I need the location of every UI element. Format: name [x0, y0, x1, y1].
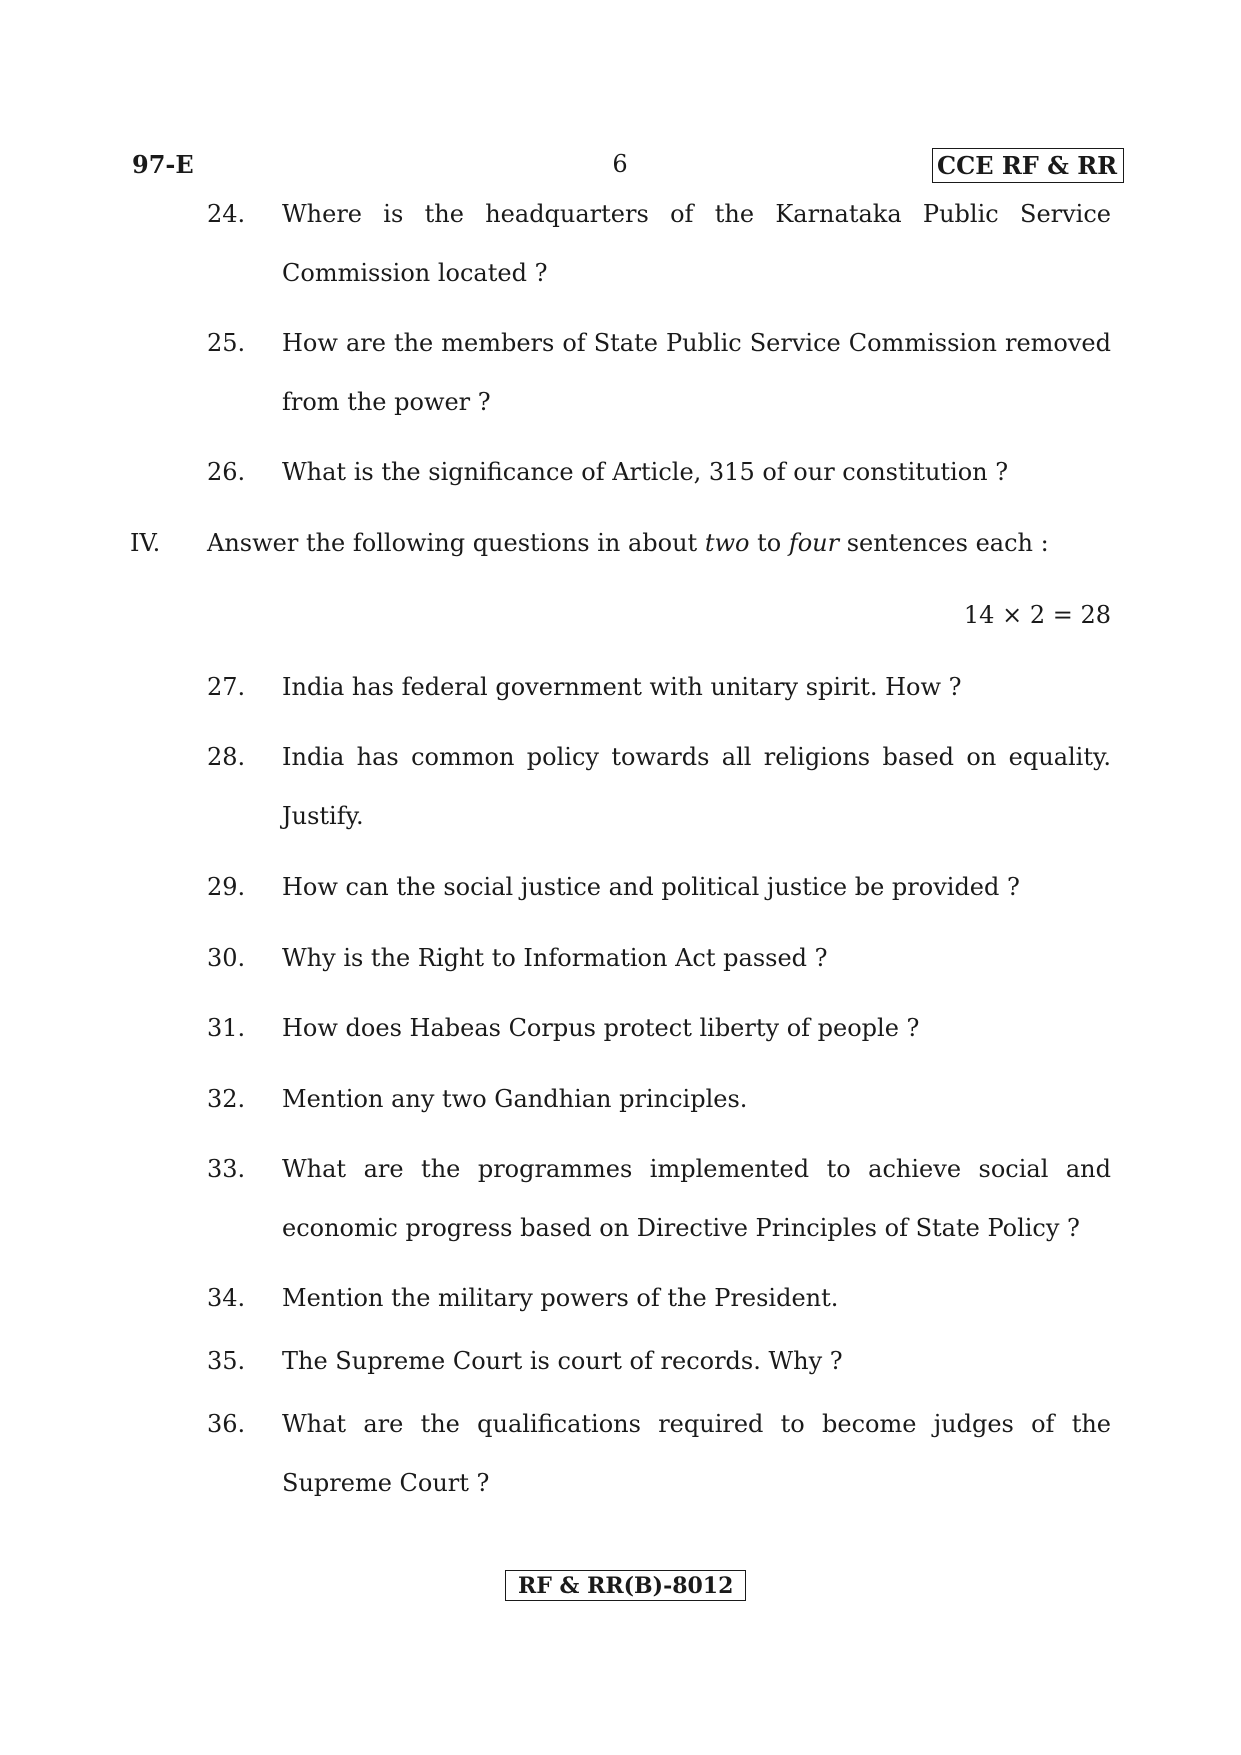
- question-text-line: Why is the Right to Information Act passed ?: [282, 944, 828, 972]
- question-text-line: What are the programmes implemented to achieve social and: [282, 1155, 1111, 1183]
- question-text-line: Justify.: [282, 802, 364, 830]
- question-number: 26.: [207, 458, 246, 486]
- question-number: 34.: [207, 1284, 246, 1312]
- footer-paper-code-box: RF & RR(B)-8012: [505, 1570, 746, 1601]
- question-number: 33.: [207, 1155, 246, 1183]
- question-number: 32.: [207, 1085, 246, 1113]
- question-text-line: What are the qualifications required to become judges of the: [282, 1410, 1111, 1438]
- question-text-line: The Supreme Court is court of records. Why ?: [282, 1347, 843, 1375]
- question-text-line: from the power ?: [282, 388, 491, 416]
- question-number: 25.: [207, 329, 246, 357]
- section-numeral: IV.: [130, 529, 161, 557]
- exam-tag-box: CCE RF & RR: [932, 148, 1124, 183]
- question-text-line: India has common policy towards all religions based on equality.: [282, 743, 1111, 771]
- instruction-emphasis: two: [704, 529, 750, 557]
- question-number: 35.: [207, 1347, 246, 1375]
- instruction-text: sentences each :: [839, 529, 1049, 557]
- question-text-line: Where is the headquarters of the Karnataka Public Service: [282, 200, 1111, 228]
- question-number: 27.: [207, 673, 246, 701]
- question-text-line: India has federal government with unitary spirit. How ?: [282, 673, 962, 701]
- question-text-line: Mention any two Gandhian principles.: [282, 1085, 748, 1113]
- question-text-line: How can the social justice and political justice be provided ?: [282, 873, 1020, 901]
- section-instruction: [207, 529, 1049, 557]
- question-text-line: How are the members of State Public Service Commission removed: [282, 329, 1111, 357]
- section-marks: 14 × 2 = 28: [963, 601, 1111, 629]
- paper-code: 97-E: [132, 150, 194, 179]
- question-number: 36.: [207, 1410, 246, 1438]
- question-text-line: What is the significance of Article, 315 of our constitution ?: [282, 458, 1009, 486]
- question-text-line: economic progress based on Directive Principles of State Policy ?: [282, 1214, 1080, 1242]
- question-text-line: Commission located ?: [282, 259, 548, 287]
- question-text-line: How does Habeas Corpus protect liberty of people ?: [282, 1014, 920, 1042]
- instruction-text: to: [749, 529, 789, 557]
- question-number: 31.: [207, 1014, 246, 1042]
- question-number: 28.: [207, 743, 246, 771]
- instruction-text: Answer the following questions in about: [207, 529, 705, 557]
- instruction-emphasis: four: [788, 529, 840, 557]
- question-text-line: Mention the military powers of the President.: [282, 1284, 839, 1312]
- page-number: 6: [612, 150, 628, 178]
- question-number: 29.: [207, 873, 246, 901]
- question-text-line: Supreme Court ?: [282, 1469, 490, 1497]
- question-number: 24.: [207, 200, 246, 228]
- question-number: 30.: [207, 944, 246, 972]
